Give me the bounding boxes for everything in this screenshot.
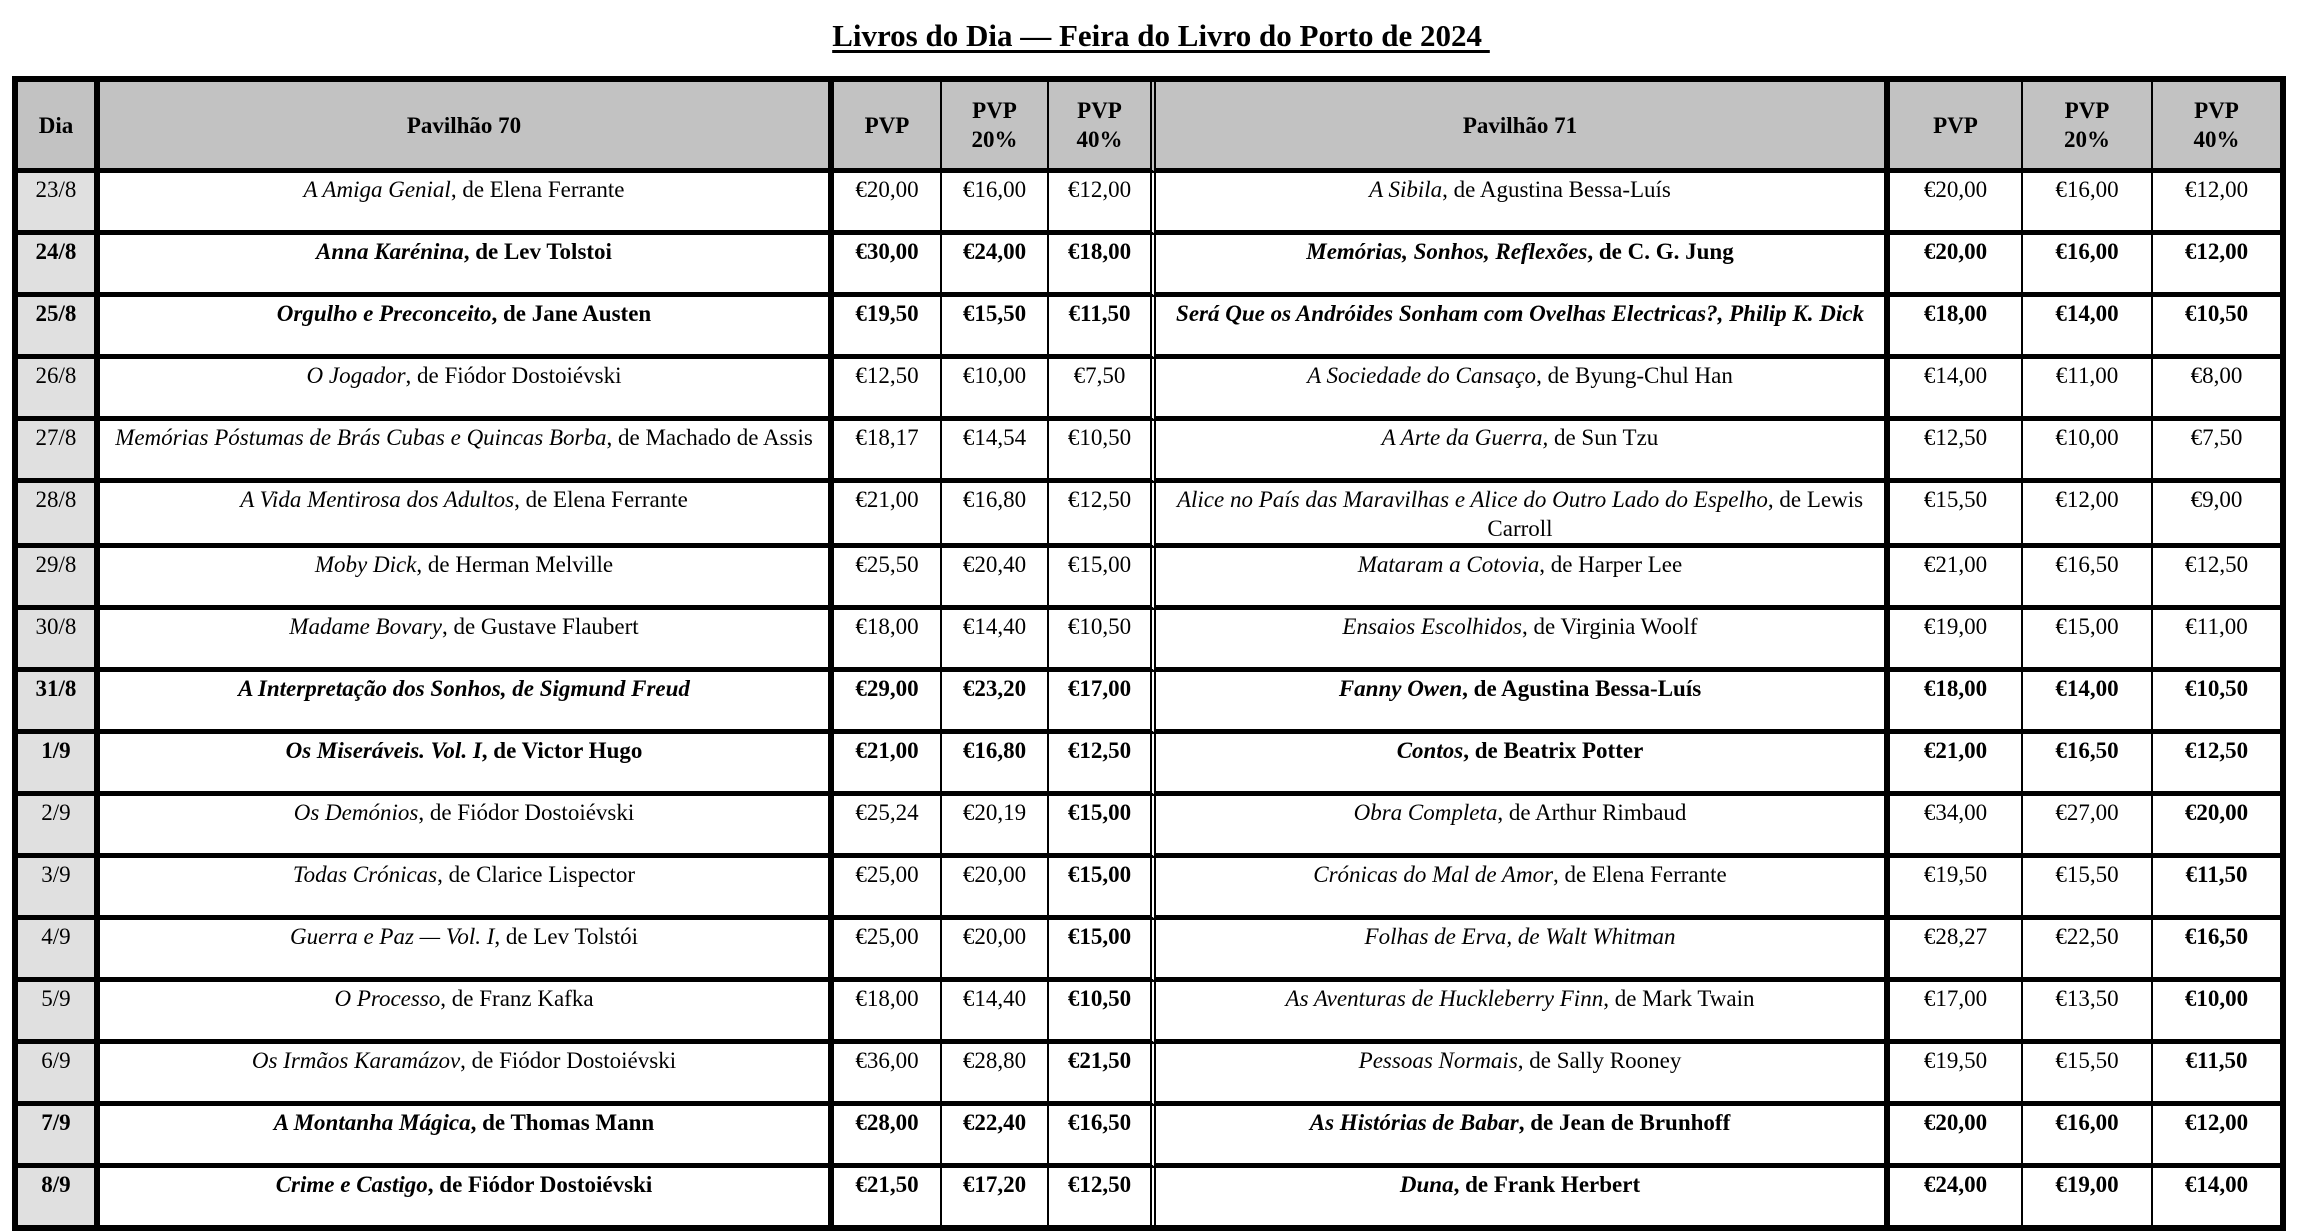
- pavilhao-70-book-cell: [100, 548, 834, 610]
- price-cell: €20,00: [1890, 235, 2023, 297]
- pavilhao-70-book-cell: [100, 982, 834, 1044]
- price-cell: €12,50: [1049, 734, 1156, 796]
- col-header-pvp40-71: [2153, 82, 2280, 173]
- header-row: [18, 82, 2280, 173]
- price-cell: €17,20: [942, 1168, 1049, 1225]
- day-cell: 1/9: [18, 734, 100, 796]
- day-cell: 6/9: [18, 1044, 100, 1106]
- price-cell: €18,00: [834, 610, 942, 672]
- day-cell: 29/8: [18, 548, 100, 610]
- price-cell: €16,50: [2023, 734, 2153, 796]
- header-line: 20%: [971, 127, 1018, 152]
- table-row: [18, 734, 2280, 796]
- price-cell: €20,19: [942, 796, 1049, 858]
- price-cell: €18,00: [834, 982, 942, 1044]
- pavilhao-70-book-cell: [100, 672, 834, 734]
- price-cell: €14,00: [2023, 672, 2153, 734]
- books-table: [12, 76, 2286, 1231]
- page-title: Livros do Dia — Feira do Livro do Porto de 2024: [832, 18, 1490, 53]
- book-title: As Histórias de Babar: [1309, 1110, 1519, 1135]
- day-cell: 30/8: [18, 610, 100, 672]
- header-line: PVP: [1077, 98, 1122, 123]
- pavilhao-71-book-cell: [1156, 1168, 1890, 1225]
- price-cell: €14,00: [2023, 297, 2153, 359]
- pavilhao-71-book-cell: [1156, 734, 1890, 796]
- price-cell: €10,00: [2153, 982, 2280, 1044]
- price-cell: €16,00: [2023, 1106, 2153, 1168]
- price-cell: €15,00: [1049, 548, 1156, 610]
- book-author: , de Franz Kafka: [440, 986, 594, 1011]
- price-cell: €10,50: [2153, 297, 2280, 359]
- price-cell: €21,00: [1890, 734, 2023, 796]
- table-row: [18, 483, 2280, 548]
- pavilhao-70-book-cell: [100, 297, 834, 359]
- header-line: 40%: [2193, 127, 2240, 152]
- pavilhao-70-book-cell: [100, 421, 834, 483]
- book-title: A Vida Mentirosa dos Adultos: [240, 487, 515, 512]
- price-cell: €17,00: [1890, 982, 2023, 1044]
- price-cell: €25,50: [834, 548, 942, 610]
- price-cell: €12,50: [2153, 548, 2280, 610]
- pavilhao-71-book-cell: [1156, 173, 1890, 235]
- pavilhao-71-book-cell: [1156, 796, 1890, 858]
- book-author: , de Harper Lee: [1539, 552, 1683, 577]
- book-title: Crime e Castigo: [275, 1172, 428, 1197]
- book-title: Os Irmãos Karamázov: [251, 1048, 461, 1073]
- price-cell: €20,00: [834, 173, 942, 235]
- price-cell: €30,00: [834, 235, 942, 297]
- pavilhao-70-book-cell: [100, 858, 834, 920]
- table-row: [18, 610, 2280, 672]
- book-author: , de Agustina Bessa-Luís: [1462, 676, 1702, 701]
- pavilhao-70-book-cell: [100, 610, 834, 672]
- book-author: , de Thomas Mann: [470, 1110, 655, 1135]
- price-cell: €21,50: [834, 1168, 942, 1225]
- price-cell: €14,00: [2184, 1172, 2249, 1197]
- price-cell: €14,40: [942, 610, 1049, 672]
- book-title: A Sibila: [1369, 177, 1443, 202]
- table-row: [18, 920, 2280, 982]
- price-cell: €10,00: [2023, 421, 2153, 483]
- book-title: Obra Completa: [1353, 800, 1498, 825]
- price-cell: €22,40: [942, 1106, 1049, 1168]
- price-cell: €12,00: [2023, 483, 2153, 548]
- col-header-pavilhao-71: Pavilhão 71: [1156, 82, 1890, 173]
- price-cell: €18,00: [1049, 235, 1156, 297]
- price-cell: €15,50: [2023, 1044, 2153, 1106]
- book-title: Memórias Póstumas de Brás Cubas e Quincas Borba: [115, 425, 607, 450]
- price-cell: €16,80: [942, 734, 1049, 796]
- book-author: , de Virginia Woolf: [1521, 614, 1698, 639]
- book-author: , de Elena Ferrante: [514, 487, 688, 512]
- price-cell: €15,00: [2023, 610, 2153, 672]
- table-row: [18, 1106, 2280, 1168]
- price-cell: €11,00: [2023, 359, 2153, 421]
- book-title: Duna: [1399, 1172, 1454, 1197]
- price-cell: €20,00: [942, 920, 1049, 982]
- col-header-pvp20-71: [2023, 82, 2153, 173]
- pavilhao-71-book-cell: [1156, 610, 1890, 672]
- pavilhao-70-book-cell: [100, 483, 834, 548]
- day-cell: 7/9: [18, 1106, 100, 1168]
- pavilhao-70-book-cell: [100, 173, 834, 235]
- book-author: , de Jane Austen: [491, 301, 652, 326]
- price-cell: €25,00: [834, 920, 942, 982]
- price-cell: €15,00: [1049, 858, 1156, 920]
- price-cell: €19,50: [1890, 858, 2023, 920]
- book-title: Os Demónios: [293, 800, 419, 825]
- pavilhao-71-book-cell: [1156, 672, 1890, 734]
- price-cell: €15,50: [942, 297, 1049, 359]
- book-author: , de Mark Twain: [1603, 986, 1755, 1011]
- book-author: , de Clarice Lispector: [437, 862, 636, 887]
- pavilhao-71-book-cell: [1156, 982, 1890, 1044]
- price-cell: €18,17: [834, 421, 942, 483]
- price-cell: €29,00: [834, 672, 942, 734]
- price-cell: €7,50: [2153, 421, 2280, 483]
- header-line: PVP: [972, 98, 1017, 123]
- table-row: [18, 359, 2280, 421]
- price-cell: €10,50: [2153, 672, 2280, 734]
- price-cell: €15,50: [2023, 858, 2153, 920]
- book-author: , de Arthur Rimbaud: [1497, 800, 1687, 825]
- price-cell: €16,00: [2023, 235, 2153, 297]
- book-title: Contos: [1396, 738, 1464, 763]
- price-cell: €15,00: [1049, 920, 1156, 982]
- book-author: , de Lewis Carroll: [1487, 487, 1864, 541]
- book-title: Orgulho e Preconceito: [276, 301, 492, 326]
- price-cell: €11,50: [1049, 297, 1156, 359]
- col-header-pvp20-70: [942, 82, 1049, 173]
- table-row: [18, 796, 2280, 858]
- price-cell: €12,50: [1890, 421, 2023, 483]
- table-row: [18, 982, 2280, 1044]
- book-title: As Aventuras de Huckleberry Finn: [1285, 986, 1604, 1011]
- book-title: Todas Crónicas: [292, 862, 438, 887]
- price-cell: €12,00: [2153, 235, 2280, 297]
- book-title: Pessoas Normais: [1358, 1048, 1518, 1073]
- price-cell: €12,00: [2153, 173, 2280, 235]
- header-line: PVP: [2194, 98, 2239, 123]
- price-cell: €16,50: [2023, 548, 2153, 610]
- price-cell: €11,00: [2153, 610, 2280, 672]
- price-cell: €16,00: [942, 173, 1049, 235]
- pavilhao-70-book-cell: [100, 1044, 834, 1106]
- price-cell: €12,00: [2153, 1106, 2280, 1168]
- book-title: A Montanha Mágica: [273, 1110, 471, 1135]
- price-cell: €15,50: [1890, 483, 2023, 548]
- price-cell: €8,00: [2153, 359, 2280, 421]
- table-row: [18, 235, 2280, 297]
- price-cell: €36,00: [834, 1044, 942, 1106]
- day-cell: 24/8: [18, 235, 100, 297]
- price-cell: €14,54: [942, 421, 1049, 483]
- pavilhao-71-book-cell: [1156, 858, 1890, 920]
- price-cell: €12,00: [1049, 173, 1156, 235]
- price-cell: €12,50: [1049, 483, 1156, 548]
- price-cell: €28,80: [942, 1044, 1049, 1106]
- price-cell: €15,00: [1049, 796, 1156, 858]
- pavilhao-70-book-cell: [100, 796, 834, 858]
- day-cell: 8/9: [18, 1168, 100, 1225]
- book-author: , de C. G. Jung: [1587, 239, 1734, 264]
- book-title: Alice no País das Maravilhas e Alice do Outro Lado do Espelho: [1176, 487, 1768, 512]
- day-cell: 31/8: [18, 672, 100, 734]
- book-author: , de Fiódor Dostoiévski: [460, 1048, 677, 1073]
- price-cell: €11,50: [2153, 1044, 2280, 1106]
- book-author: , de Fiódor Dostoiévski: [405, 363, 622, 388]
- pavilhao-70-book-cell: [100, 1106, 834, 1168]
- price-cell: €25,00: [834, 858, 942, 920]
- book-title: Guerra e Paz — Vol. I: [289, 924, 495, 949]
- book-title: O Jogador: [306, 363, 406, 388]
- book-title: Folhas de Erva, de Walt Whitman: [1364, 924, 1676, 949]
- book-author: , de Victor Hugo: [481, 738, 643, 763]
- price-cell: €20,00: [942, 858, 1049, 920]
- col-header-pvp-71: PVP: [1890, 82, 2023, 173]
- price-cell: €22,50: [2023, 920, 2153, 982]
- table-row: [18, 173, 2280, 235]
- price-cell: €20,00: [1890, 173, 2023, 235]
- price-cell: €12,50: [2153, 734, 2280, 796]
- price-cell: €28,00: [834, 1106, 942, 1168]
- col-header-pavilhao-70: Pavilhão 70: [100, 82, 834, 173]
- day-cell: 4/9: [18, 920, 100, 982]
- price-cell: €21,00: [834, 483, 942, 548]
- price-cell: €28,27: [1890, 920, 2023, 982]
- price-cell: €7,50: [1049, 359, 1156, 421]
- book-author: , de Sally Rooney: [1517, 1048, 1682, 1073]
- book-author: , de Agustina Bessa-Luís: [1442, 177, 1671, 202]
- day-cell: 23/8: [18, 173, 100, 235]
- pavilhao-71-book-cell: [1156, 920, 1890, 982]
- pavilhao-70-book-cell: [100, 235, 834, 297]
- price-cell: €18,00: [1890, 672, 2023, 734]
- book-title: A Amiga Genial: [303, 177, 451, 202]
- price-cell: €17,00: [1049, 672, 1156, 734]
- pavilhao-71-book-cell: [1156, 1106, 1890, 1168]
- day-cell: 5/9: [18, 982, 100, 1044]
- price-cell: €18,00: [1890, 297, 2023, 359]
- pavilhao-70-book-cell: [100, 1168, 834, 1225]
- book-author: , de Elena Ferrante: [1553, 862, 1727, 887]
- pavilhao-71-book-cell: [1156, 483, 1890, 548]
- book-author: , de Beatrix Potter: [1463, 738, 1644, 763]
- price-cell: €21,50: [1049, 1044, 1156, 1106]
- price-cell: €11,50: [2153, 858, 2280, 920]
- book-title: Fanny Owen: [1338, 676, 1463, 701]
- book-author: , de Byung-Chul Han: [1536, 363, 1733, 388]
- book-title: Será Que os Andróides Sonham com Ovelhas Electricas?, Philip K. Dick: [1176, 301, 1864, 326]
- book-title: Mataram a Cotovia: [1357, 552, 1540, 577]
- header-line: PVP: [2064, 98, 2110, 123]
- price-cell: €10,00: [942, 359, 1049, 421]
- price-cell: €12,50: [1049, 1168, 1156, 1225]
- price-cell: €34,00: [1890, 796, 2023, 858]
- book-title: Os Miseráveis. Vol. I: [285, 738, 482, 763]
- book-author: , de Gustave Flaubert: [441, 614, 639, 639]
- book-author: , de Fiódor Dostoiévski: [418, 800, 635, 825]
- price-cell: €16,50: [2153, 920, 2280, 982]
- book-title: Madame Bovary: [289, 614, 442, 639]
- price-cell: €14,00: [1890, 359, 2023, 421]
- pavilhao-70-book-cell: [100, 359, 834, 421]
- price-cell: €14,40: [942, 982, 1049, 1044]
- book-author: , de Frank Herbert: [1453, 1172, 1641, 1197]
- pavilhao-71-book-cell: [1156, 421, 1890, 483]
- book-title: Moby Dick: [314, 552, 417, 577]
- day-cell: 27/8: [18, 421, 100, 483]
- price-cell: €24,00: [942, 235, 1049, 297]
- price-cell: €9,00: [2153, 483, 2280, 548]
- book-author: , de Fiódor Dostoiévski: [427, 1172, 653, 1197]
- price-cell: €10,50: [1049, 982, 1156, 1044]
- price-cell: €16,80: [942, 483, 1049, 548]
- table-row: [18, 1044, 2280, 1106]
- price-cell: €13,50: [2023, 982, 2153, 1044]
- price-cell: €16,00: [2023, 173, 2153, 235]
- price-cell: €20,40: [942, 548, 1049, 610]
- book-title: Ensaios Escolhidos: [1342, 614, 1522, 639]
- price-cell: €19,50: [1890, 1044, 2023, 1106]
- book-title: Crónicas do Mal de Amor: [1313, 862, 1554, 887]
- book-title: Memórias, Sonhos, Reflexões: [1306, 239, 1588, 264]
- price-cell: €25,24: [834, 796, 942, 858]
- pavilhao-71-book-cell: [1156, 297, 1890, 359]
- pavilhao-71-book-cell: [1156, 548, 1890, 610]
- col-header-dia: Dia: [18, 82, 100, 173]
- price-cell: €24,00: [1890, 1168, 2023, 1225]
- price-cell: €21,00: [1890, 548, 2023, 610]
- book-title: A Arte da Guerra,: [1381, 425, 1549, 450]
- col-header-pvp-70: PVP: [834, 82, 942, 173]
- book-author: , de Machado de Assis: [606, 425, 813, 450]
- price-cell: €19,00: [1890, 610, 2023, 672]
- price-cell: €10,50: [1049, 610, 1156, 672]
- pavilhao-70-book-cell: [100, 920, 834, 982]
- day-cell: 26/8: [18, 359, 100, 421]
- price-cell: €20,00: [1890, 1106, 2023, 1168]
- pavilhao-71-book-cell: [1156, 235, 1890, 297]
- table-row: [18, 421, 2280, 483]
- table-row: [18, 548, 2280, 610]
- price-cell: €23,20: [942, 672, 1049, 734]
- day-cell: 2/9: [18, 796, 100, 858]
- book-title: O Processo: [334, 986, 441, 1011]
- book-title: A Sociedade do Cansaço: [1307, 363, 1537, 388]
- col-header-pvp40-70: [1049, 82, 1156, 173]
- price-cell: €19,00: [2023, 1168, 2153, 1225]
- table-row: [18, 858, 2280, 920]
- book-author: , de Herman Melville: [416, 552, 614, 577]
- book-title: A Interpretação dos Sonhos, de Sigmund Freud: [238, 676, 690, 701]
- book-author: , de Jean de Brunhoff: [1518, 1110, 1731, 1135]
- pavilhao-71-book-cell: [1156, 359, 1890, 421]
- header-line: 40%: [1076, 127, 1123, 152]
- pavilhao-70-book-cell: [100, 734, 834, 796]
- table-row: [18, 1168, 2280, 1225]
- price-cell: €10,50: [1049, 421, 1156, 483]
- day-cell: 3/9: [18, 858, 100, 920]
- book-title: Anna Karénina: [316, 239, 464, 264]
- day-cell: 25/8: [18, 297, 100, 359]
- book-author: de Sun Tzu: [1548, 425, 1659, 450]
- price-cell: €20,00: [2153, 796, 2280, 858]
- table-row: [18, 672, 2280, 734]
- table-row: [18, 297, 2280, 359]
- pavilhao-71-book-cell: [1156, 1044, 1890, 1106]
- price-cell: €19,50: [834, 297, 942, 359]
- book-author: , de Lev Tolstói: [494, 924, 639, 949]
- price-cell: €16,50: [1049, 1106, 1156, 1168]
- day-cell: 28/8: [18, 483, 100, 548]
- book-author: , de Elena Ferrante: [450, 177, 625, 202]
- price-cell: €12,50: [834, 359, 942, 421]
- book-author: , de Lev Tolstoi: [463, 239, 612, 264]
- price-cell: €21,00: [834, 734, 942, 796]
- header-line: 20%: [2064, 127, 2110, 152]
- price-cell: €27,00: [2023, 796, 2153, 858]
